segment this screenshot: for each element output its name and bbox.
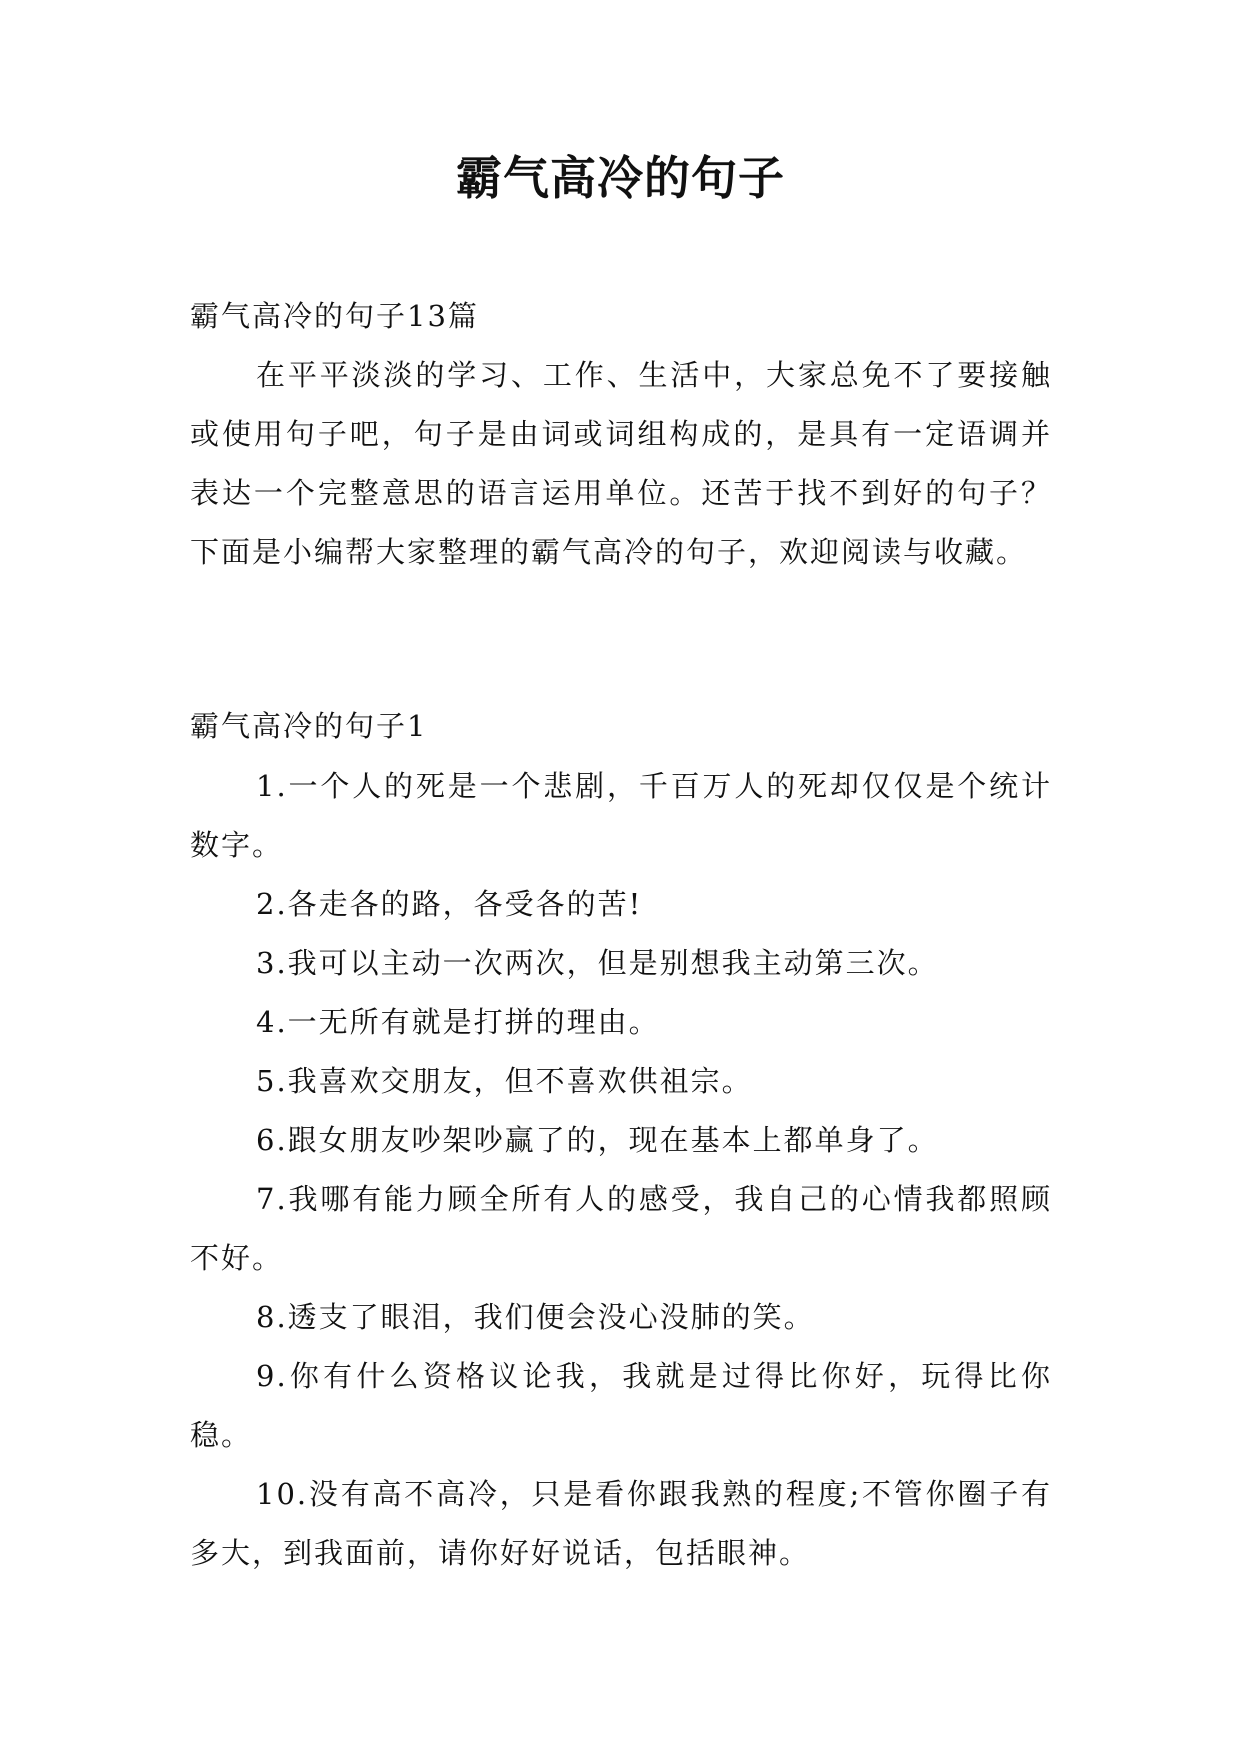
list-item: 3.我可以主动一次两次，但是别想我主动第三次。 <box>256 946 939 980</box>
list-item: 7.我哪有能力顾全所有人的感受，我自己的心情我都照顾不好。 <box>190 1182 1052 1275</box>
document-subtitle: 霸气高冷的句子13篇 <box>190 299 479 333</box>
list-item: 10.没有高不高冷，只是看你跟我熟的程度;不管你圈子有多大，到我面前，请你好好说话，包括眼神。 <box>190 1477 1052 1570</box>
list-item: 5.我喜欢交朋友，但不喜欢供祖宗。 <box>256 1064 753 1098</box>
list-item: 2.各走各的路，各受各的苦! <box>256 887 643 921</box>
list-item: 8.透支了眼泪，我们便会没心没肺的笑。 <box>256 1300 815 1334</box>
list-item: 4.一无所有就是打拼的理由。 <box>256 1005 660 1039</box>
list-item: 1.一个人的死是一个悲剧，千百万人的死却仅仅是个统计数字。 <box>190 769 1052 862</box>
section-heading: 霸气高冷的句子1 <box>190 709 428 743</box>
intro-paragraph: 在平平淡淡的学习、工作、生活中，大家总免不了要接触或使用句子吧，句子是由词或词组构成的，是具有一定语调并表达一个完整意思的语言运用单位。还苦于找不到好的句子？下面是小编帮大家整理的霸气高冷的句子，欢迎阅读与收藏。 <box>190 358 1052 569</box>
list-item: 9.你有什么资格议论我，我就是过得比你好，玩得比你稳。 <box>190 1359 1052 1452</box>
document-title: 霸气高冷的句子 <box>456 151 785 205</box>
sentence-list <box>190 757 1052 1583</box>
list-item: 6.跟女朋友吵架吵赢了的，现在基本上都单身了。 <box>256 1123 939 1157</box>
